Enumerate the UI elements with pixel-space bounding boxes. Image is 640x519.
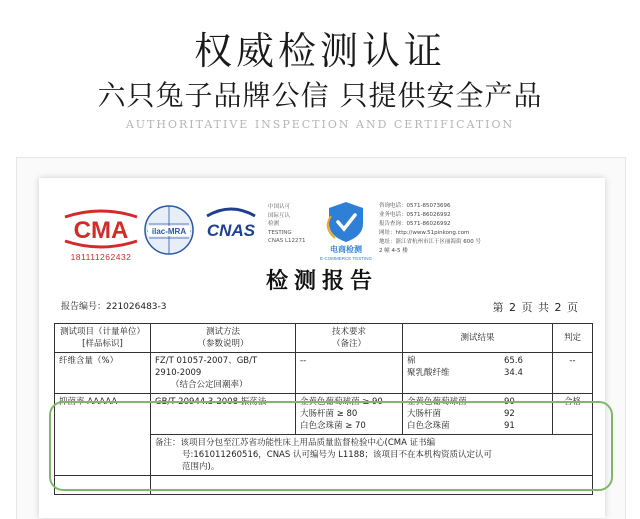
header-verdict: 判定 [553,324,593,353]
english-caption: AUTHORITATIVE INSPECTION AND CERTIFICATION [125,118,515,131]
table-header-row [55,324,593,353]
svg-text:ilac-MRA: ilac-MRA [151,227,187,236]
ecommerce-testing-logo [311,198,381,262]
table-row [55,394,593,435]
cnas-logo [201,206,261,246]
report-document [39,178,605,518]
table-row [55,353,593,394]
svg-text:电商检测: 电商检测 [330,245,362,254]
header-test-item: 测试项目（计量单位） [样品标识] [55,324,151,353]
accreditation-info: 中国认可 国际互认 检测 TESTING CNAS L12271 [268,204,306,244]
header-test-method: 测试方法 （参数说明） [151,324,296,353]
cell-note: 备注：该项目分包至江苏省功能性床上用品质量监督检验中心(CMA 证书编 号:161011260516，CNAS 认可编号为 L1188；该项目不在本机构资质认定认可 范围内)。 [151,435,593,476]
cell-result: 金黄色葡萄球菌 90 大肠杆菌 92 白色念珠菌 91 [403,394,553,435]
ilac-mra-logo [143,204,195,256]
cell-verdict: -- [553,353,593,394]
svg-text:CNAS: CNAS [206,221,256,240]
svg-text:E-COMMERCE TESTING: E-COMMERCE TESTING [320,256,372,261]
cell-requirement: -- [296,353,403,394]
header-requirement: 技术要求 （备注） [296,324,403,353]
svg-text:CMA: CMA [73,217,129,244]
cell-item: 抑菌率 AAAAA [55,394,151,476]
cell-requirement: 金黄色葡萄球菌 ≥ 90 大肠杆菌 ≥ 80 白色念珠菌 ≥ 70 [296,394,403,435]
report-number: 报告编号：221026483-3 [61,302,167,312]
cell-item: 纤维含量（%） [55,353,151,394]
page-title: 权威检测认证 [193,29,446,73]
lab-contact-info: 咨询电话：0571-85073696 业务电话：0571-86026992 报告查询：0571-86026992 网址：http://www.51pinkong.com 地址：浙江省杭州市江干区丽海街 600 号 2 幢 4-5 楼 [379,203,481,254]
test-results-table [54,323,593,495]
header-result: 测试结果 [403,324,553,353]
svg-text:181111262432: 181111262432 [70,252,132,262]
cell-method: GB/T 20944.3-2008 振荡法 [151,394,296,435]
cma-logo [61,203,141,263]
cell-method: FZ/T 01057-2007、GB/T 2910-2009 （结合公定回潮率） [151,353,296,394]
report-title: 检测报告 [265,268,378,294]
page-subtitle: 六只兔子品牌公信 只提供安全产品 [97,79,543,112]
table-blank-row [55,476,593,495]
page-indicator: 第 2 页 共 2 页 [492,301,579,314]
cell-result: 棉 65.6 聚乳酸纤维 34.4 [403,353,553,394]
cell-verdict: 合格 [553,394,593,435]
